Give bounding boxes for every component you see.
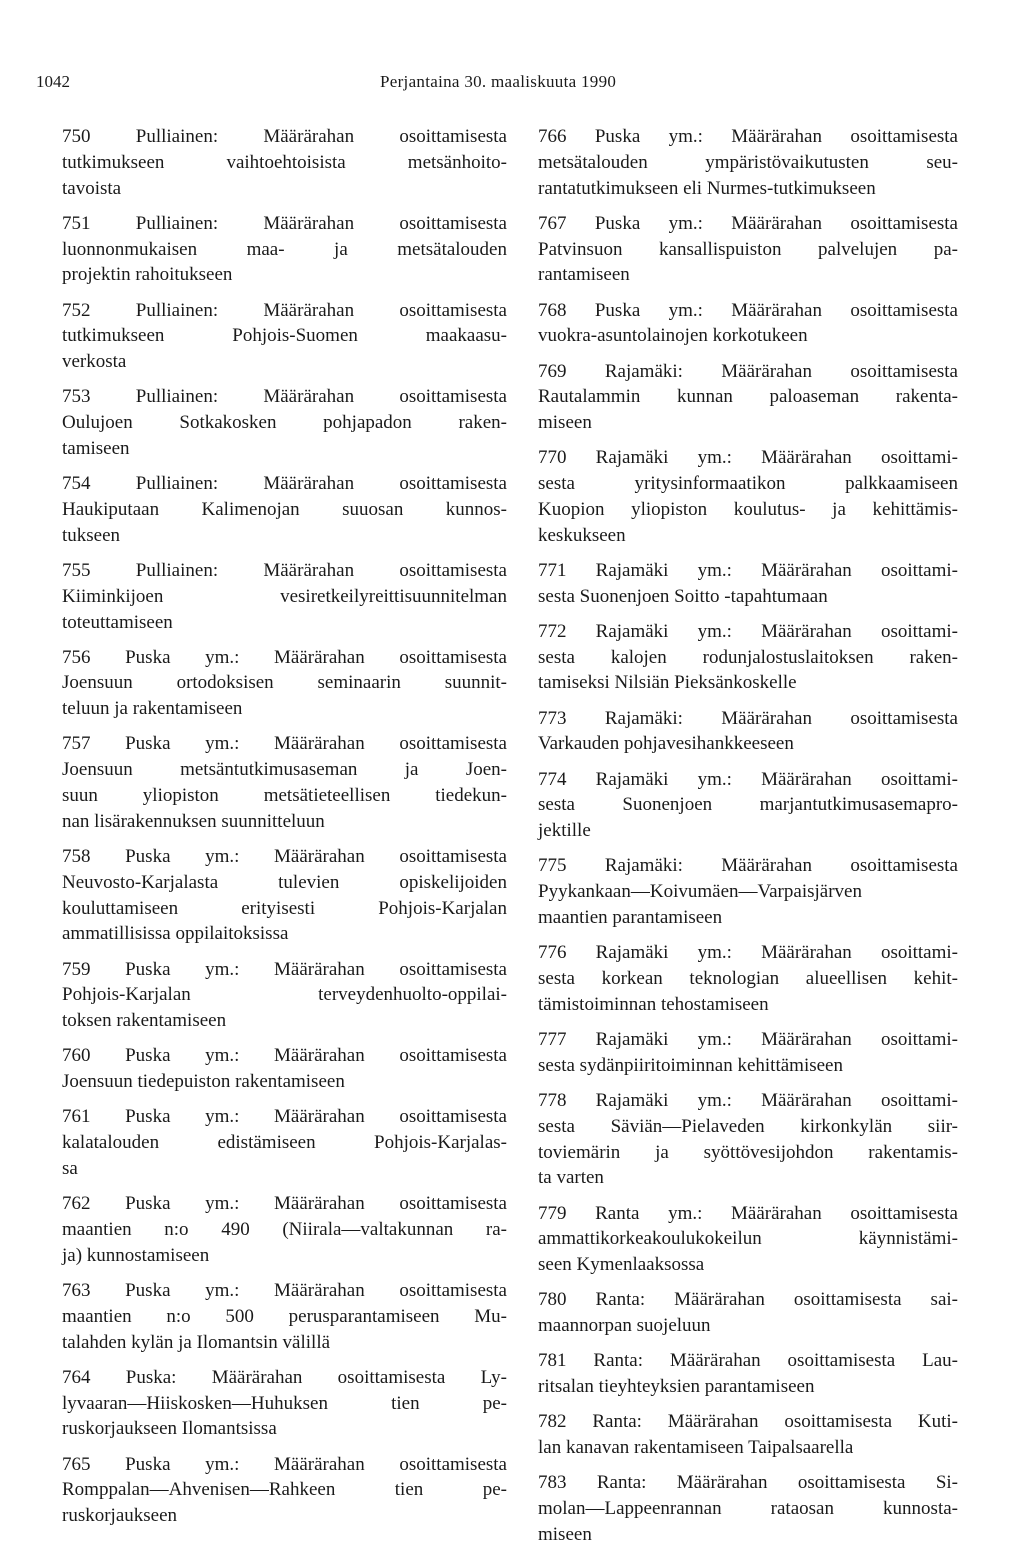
entry-line: 755 Pulliainen: Määrärahan osoittamisesta (62, 559, 507, 581)
entry-line: 777 Rajamäki ym.: Määrärahan osoittami- (538, 1029, 958, 1050)
entry-line: sesta kalojen rodunjalostuslaitoksen raken- (538, 646, 958, 668)
motion-entry (62, 124, 507, 201)
right-column (538, 124, 958, 1557)
entry-line: miseen (538, 412, 592, 434)
entry-line: seen Kymenlaaksossa (538, 1254, 705, 1276)
entry-line: Kuopion yliopiston koulutus- ja kehittämis- (538, 498, 958, 520)
motion-entry (538, 445, 958, 548)
entry-line: 776 Rajamäki ym.: Määrärahan osoittami- (538, 942, 958, 964)
entry-line: 753 Pulliainen: Määrärahan osoittamisesta (62, 386, 507, 408)
motion-entry (62, 844, 507, 947)
entry-line: lan kanavan rakentamiseen Taipalsaarella (538, 1437, 854, 1459)
motion-entry (538, 359, 958, 436)
entry-line: 759 Puska ym.: Määrärahan osoittamisesta (62, 958, 507, 980)
entry-line: 764 Puska: Määrärahan osoittamisesta Ly- (62, 1366, 507, 1388)
entry-line: rantatutkimukseen eli Nurmes-tutkimukseen (538, 177, 876, 199)
motion-entry (538, 853, 958, 930)
entry-line: maannorpan suojeluun (538, 1315, 711, 1337)
entry-line: Pyykankaan—Koivumäen—Varpaisjärven (538, 881, 862, 903)
entry-line: sesta Suonenjoen marjantutkimusasemapro- (538, 794, 958, 816)
motion-entry (538, 1027, 958, 1079)
motion-entry (62, 645, 507, 722)
entry-line: 769 Rajamäki: Määrärahan osoittamisesta (538, 360, 958, 382)
entry-line: 782 Ranta: Määrärahan osoittamisesta Kuti- (538, 1411, 958, 1433)
motion-entry (538, 1088, 958, 1191)
entry-line: ammatillisissa oppilaitoksissa (62, 923, 289, 945)
entry-line: metsätalouden ympäristövaikutusten seu- (538, 151, 958, 173)
motion-entry (538, 211, 958, 288)
motion-entry (62, 731, 507, 834)
entry-line: sesta korkean teknologian alueellisen kehit- (538, 968, 958, 990)
entry-line: 750 Pulliainen: Määrärahan osoittamisesta (62, 126, 507, 147)
entry-line: ja) kunnostamiseen (62, 1244, 210, 1266)
entry-line: toviemärin ja syöttövesijohdon rakentamis- (538, 1141, 958, 1163)
entry-line: Kiiminkijoen vesiretkeilyreittisuunnitelman (62, 585, 507, 607)
entry-line: 751 Pulliainen: Määrärahan osoittamisesta (62, 212, 507, 234)
entry-line: ruskorjaukseen Ilomantsissa (62, 1418, 277, 1440)
entry-line: ta varten (538, 1167, 604, 1189)
entry-line: tamiseen (62, 437, 130, 459)
entry-line: toteuttamiseen (62, 611, 173, 633)
motion-entry (62, 558, 507, 635)
entry-line: ammattikorkeakoulukokeilun käynnistämi- (538, 1228, 958, 1250)
entry-line: toksen rakentamiseen (62, 1010, 227, 1032)
entry-line: 774 Rajamäki ym.: Määrärahan osoittami- (538, 768, 958, 790)
entry-line: Haukiputaan Kalimenojan suuosan kunnos- (62, 498, 507, 520)
entry-line: talahden kylän ja Ilomantsin välillä (62, 1331, 331, 1353)
motion-entry (538, 1287, 958, 1339)
left-column (62, 124, 507, 1538)
entry-line: ruskorjaukseen (62, 1505, 178, 1527)
entry-line: 754 Pulliainen: Määrärahan osoittamisesta (62, 473, 507, 495)
motion-entry (538, 1348, 958, 1400)
entry-line: Pohjois-Karjalan terveydenhuolto-oppilai- (62, 984, 507, 1006)
entry-line: molan—Lappeenrannan rataosan kunnosta- (538, 1498, 958, 1520)
entry-line: Oulujoen Sotkakosken pohjapadon raken- (62, 412, 507, 434)
entry-line: maantien n:o 500 perusparantamiseen Mu- (62, 1305, 507, 1327)
entry-line: 779 Ranta ym.: Määrärahan osoittamisesta (538, 1202, 958, 1224)
entry-line: Joensuun tiedepuiston rakentamiseen (62, 1071, 345, 1093)
entry-line: 758 Puska ym.: Määrärahan osoittamisesta (62, 846, 507, 868)
motion-entry (538, 940, 958, 1017)
entry-line: rantamiseen (538, 264, 630, 286)
entry-line: 765 Puska ym.: Määrärahan osoittamisesta (62, 1453, 507, 1475)
entry-line: suun yliopiston metsätieteellisen tiedekun- (62, 785, 507, 807)
entry-line: sa (62, 1157, 78, 1179)
entry-line: kouluttamiseen erityisesti Pohjois-Karjalan (62, 897, 507, 919)
entry-line: 783 Ranta: Määrärahan osoittamisesta Si- (538, 1472, 958, 1494)
entry-line: 762 Puska ym.: Määrärahan osoittamisesta (62, 1193, 507, 1215)
entry-line: tutkimukseen Pohjois-Suomen maakaasu- (62, 325, 507, 347)
motion-entry (538, 1201, 958, 1278)
entry-line: sesta Säviän—Pielaveden kirkonkylän siir- (538, 1115, 958, 1137)
motion-entry (538, 1470, 958, 1547)
entry-line: Neuvosto-Karjalasta tulevien opiskelijoiden (62, 871, 507, 893)
entry-line: luonnonmukaisen maa- ja metsätalouden (62, 238, 507, 260)
entry-line: 761 Puska ym.: Määrärahan osoittamisesta (62, 1106, 507, 1128)
entry-line: tutkimukseen vaihtoehtoisista metsänhoito- (62, 151, 507, 173)
entry-line: vuokra-asuntolainojen korkotukeen (538, 325, 808, 347)
motion-entry (538, 619, 958, 696)
motion-entry (538, 558, 958, 610)
motion-entry (62, 298, 507, 375)
entry-line: Joensuun metsäntutkimusaseman ja Joen- (62, 759, 507, 781)
motion-entry (62, 957, 507, 1034)
entry-line: Patvinsuon kansallispuiston palvelujen pa- (538, 238, 958, 260)
entry-line: 772 Rajamäki ym.: Määrärahan osoittami- (538, 620, 958, 642)
entry-line: 773 Rajamäki: Määrärahan osoittamisesta (538, 707, 958, 729)
entry-line: Joensuun ortodoksisen seminaarin suunnit- (62, 672, 507, 694)
entry-line: 781 Ranta: Määrärahan osoittamisesta Lau- (538, 1350, 958, 1372)
entry-line: 763 Puska ym.: Määrärahan osoittamisesta (62, 1279, 507, 1301)
entry-line: Romppalan—Ahvenisen—Rahkeen tien pe- (62, 1479, 507, 1501)
entry-line: maantien n:o 490 (Niirala—valtakunnan ra- (62, 1218, 507, 1240)
entry-line: sesta sydänpiiritoiminnan kehittämiseen (538, 1054, 843, 1076)
page-header (36, 72, 986, 96)
motion-entry (62, 1104, 507, 1181)
entry-line: verkosta (62, 351, 127, 373)
motion-entry (538, 706, 958, 758)
entry-line: kalatalouden edistämiseen Pohjois-Karjalas- (62, 1132, 507, 1154)
entry-line: tämistoiminnan tehostamiseen (538, 993, 769, 1015)
entry-line: 768 Puska ym.: Määrärahan osoittamisesta (538, 299, 958, 321)
entry-line: 756 Puska ym.: Määrärahan osoittamisesta (62, 646, 507, 668)
entry-line: miseen (538, 1523, 592, 1545)
entry-line: lyvaaran—Hiiskosken—Huhuksen tien pe- (62, 1392, 507, 1414)
entry-line: tamiseksi Nilsiän Pieksänkoskelle (538, 672, 797, 694)
entry-line: tavoista (62, 177, 122, 199)
entry-line: 780 Ranta: Määrärahan osoittamisesta sai- (538, 1289, 958, 1311)
motion-entry (62, 384, 507, 461)
entry-line: projektin rahoitukseen (62, 264, 233, 286)
entry-line: teluun ja rakentamiseen (62, 698, 243, 720)
entry-line: ritsalan tieyhteyksien parantamiseen (538, 1376, 815, 1398)
entry-line: sesta Suonenjoen Soitto -tapahtumaan (538, 585, 828, 607)
entry-line: nan lisärakennuksen suunnitteluun (62, 810, 325, 832)
entry-line: 775 Rajamäki: Määrärahan osoittamisesta (538, 855, 958, 877)
entry-line: 766 Puska ym.: Määrärahan osoittamisesta (538, 126, 958, 147)
motion-entry (62, 1452, 507, 1529)
motion-entry (538, 1409, 958, 1461)
entry-line: 771 Rajamäki ym.: Määrärahan osoittami- (538, 559, 958, 581)
page-number: 1042 (36, 72, 70, 91)
motion-entry (62, 471, 507, 548)
motion-entry (538, 124, 958, 201)
motion-entry (538, 298, 958, 350)
entry-line: 757 Puska ym.: Määrärahan osoittamisesta (62, 733, 507, 755)
entry-line: 760 Puska ym.: Määrärahan osoittamisesta (62, 1045, 507, 1067)
motion-entry (62, 1278, 507, 1355)
entry-line: Varkauden pohjavesihankkeeseen (538, 733, 794, 755)
motion-entry (62, 211, 507, 288)
entry-line: 767 Puska ym.: Määrärahan osoittamisesta (538, 212, 958, 234)
entry-line: 752 Pulliainen: Määrärahan osoittamisesta (62, 299, 507, 321)
entry-line: 778 Rajamäki ym.: Määrärahan osoittami- (538, 1089, 958, 1111)
motion-entry (62, 1191, 507, 1268)
entry-line: tukseen (62, 524, 121, 546)
motion-entry (62, 1365, 507, 1442)
motion-entry (62, 1043, 507, 1095)
entry-line: Rautalammin kunnan paloaseman rakenta- (538, 386, 958, 408)
page-date: Perjantaina 30. maaliskuuta 1990 (380, 72, 617, 91)
entry-line: sesta yritysinformaatikon palkkaamiseen (538, 473, 958, 495)
entry-line: maantien parantamiseen (538, 907, 723, 929)
entry-line: jektille (538, 820, 591, 842)
entry-line: 770 Rajamäki ym.: Määrärahan osoittami- (538, 447, 958, 469)
entry-line: keskukseen (538, 524, 626, 546)
motion-entry (538, 767, 958, 844)
